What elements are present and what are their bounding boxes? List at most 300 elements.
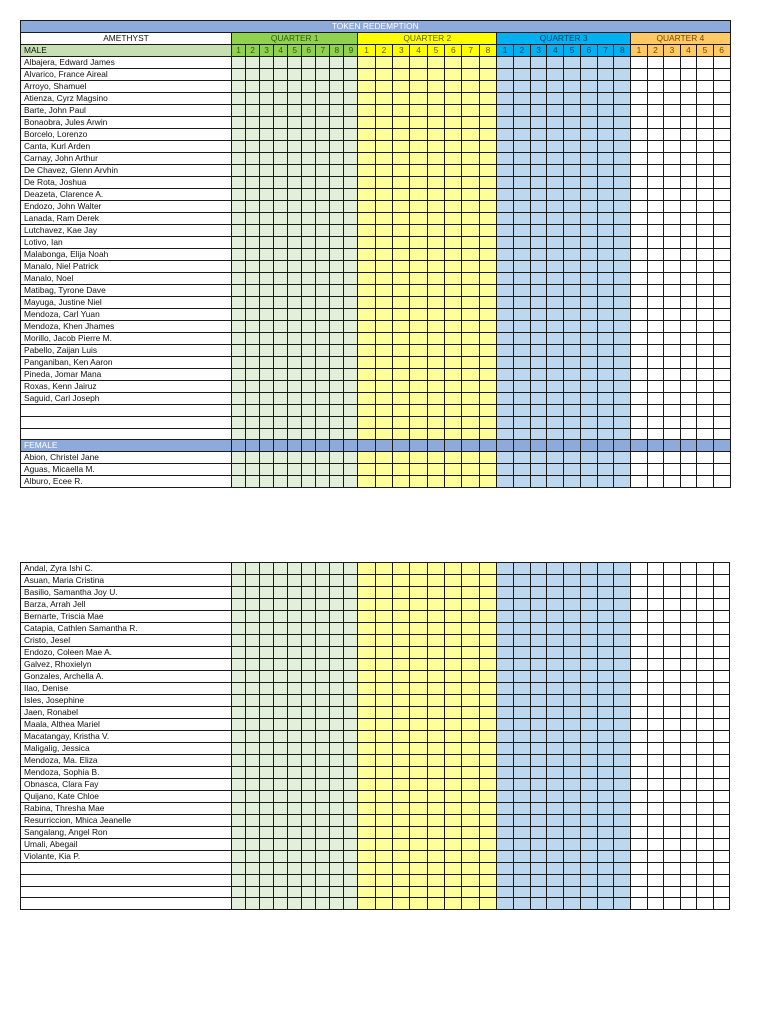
token-cell[interactable] bbox=[260, 369, 274, 381]
token-cell[interactable] bbox=[580, 81, 597, 93]
token-cell[interactable] bbox=[232, 309, 246, 321]
token-cell[interactable] bbox=[330, 273, 344, 285]
token-cell[interactable] bbox=[530, 695, 547, 707]
token-cell[interactable] bbox=[344, 563, 358, 575]
token-cell[interactable] bbox=[427, 237, 444, 249]
token-cell[interactable] bbox=[393, 452, 410, 464]
token-cell[interactable] bbox=[631, 369, 648, 381]
token-cell[interactable] bbox=[479, 201, 496, 213]
token-cell[interactable] bbox=[647, 575, 664, 587]
token-cell[interactable] bbox=[462, 719, 479, 731]
token-cell[interactable] bbox=[302, 647, 316, 659]
token-cell[interactable] bbox=[614, 393, 631, 405]
token-cell[interactable] bbox=[246, 863, 260, 875]
token-cell[interactable] bbox=[547, 743, 564, 755]
token-cell[interactable] bbox=[375, 599, 392, 611]
token-cell[interactable] bbox=[260, 839, 274, 851]
token-cell[interactable] bbox=[316, 623, 330, 635]
token-cell[interactable] bbox=[316, 779, 330, 791]
token-cell[interactable] bbox=[631, 599, 648, 611]
token-cell[interactable] bbox=[246, 177, 260, 189]
token-cell[interactable] bbox=[547, 189, 564, 201]
token-cell[interactable] bbox=[232, 69, 246, 81]
token-cell[interactable] bbox=[410, 464, 427, 476]
token-cell[interactable] bbox=[513, 213, 530, 225]
token-cell[interactable] bbox=[697, 671, 714, 683]
token-cell[interactable] bbox=[445, 213, 462, 225]
token-cell[interactable] bbox=[316, 357, 330, 369]
token-cell[interactable] bbox=[246, 249, 260, 261]
token-cell[interactable] bbox=[302, 165, 316, 177]
token-cell[interactable] bbox=[302, 117, 316, 129]
token-cell[interactable] bbox=[713, 129, 730, 141]
token-cell[interactable] bbox=[316, 261, 330, 273]
token-cell[interactable] bbox=[513, 333, 530, 345]
token-cell[interactable] bbox=[232, 129, 246, 141]
token-cell[interactable] bbox=[316, 81, 330, 93]
token-cell[interactable] bbox=[344, 767, 358, 779]
token-cell[interactable] bbox=[647, 707, 664, 719]
token-cell[interactable] bbox=[614, 297, 631, 309]
token-cell[interactable] bbox=[631, 707, 648, 719]
token-cell[interactable] bbox=[288, 141, 302, 153]
token-cell[interactable] bbox=[462, 683, 479, 695]
token-cell[interactable] bbox=[547, 671, 564, 683]
token-cell[interactable] bbox=[614, 309, 631, 321]
token-cell[interactable] bbox=[445, 647, 462, 659]
token-cell[interactable] bbox=[274, 839, 288, 851]
token-cell[interactable] bbox=[375, 683, 392, 695]
token-cell[interactable] bbox=[614, 587, 631, 599]
token-cell[interactable] bbox=[260, 671, 274, 683]
token-cell[interactable] bbox=[530, 731, 547, 743]
token-cell[interactable] bbox=[344, 273, 358, 285]
token-cell[interactable] bbox=[330, 153, 344, 165]
token-cell[interactable] bbox=[597, 563, 614, 575]
token-cell[interactable] bbox=[393, 659, 410, 671]
token-cell[interactable] bbox=[697, 237, 714, 249]
token-cell[interactable] bbox=[580, 117, 597, 129]
token-cell[interactable] bbox=[246, 898, 260, 910]
token-cell[interactable] bbox=[614, 464, 631, 476]
token-cell[interactable] bbox=[513, 755, 530, 767]
token-cell[interactable] bbox=[713, 839, 730, 851]
token-cell[interactable] bbox=[530, 623, 547, 635]
token-cell[interactable] bbox=[713, 575, 730, 587]
token-cell[interactable] bbox=[393, 345, 410, 357]
token-cell[interactable] bbox=[410, 635, 427, 647]
token-cell[interactable] bbox=[260, 189, 274, 201]
token-cell[interactable] bbox=[393, 587, 410, 599]
token-cell[interactable] bbox=[302, 452, 316, 464]
token-cell[interactable] bbox=[232, 635, 246, 647]
token-cell[interactable] bbox=[260, 659, 274, 671]
token-cell[interactable] bbox=[393, 201, 410, 213]
token-cell[interactable] bbox=[530, 851, 547, 863]
token-cell[interactable] bbox=[479, 779, 496, 791]
token-cell[interactable] bbox=[410, 117, 427, 129]
token-cell[interactable] bbox=[597, 189, 614, 201]
token-cell[interactable] bbox=[462, 791, 479, 803]
token-cell[interactable] bbox=[580, 129, 597, 141]
token-cell[interactable] bbox=[330, 105, 344, 117]
token-cell[interactable] bbox=[513, 261, 530, 273]
token-cell[interactable] bbox=[497, 428, 514, 440]
token-cell[interactable] bbox=[530, 683, 547, 695]
token-cell[interactable] bbox=[330, 791, 344, 803]
token-cell[interactable] bbox=[316, 886, 330, 898]
token-cell[interactable] bbox=[260, 731, 274, 743]
token-cell[interactable] bbox=[274, 416, 288, 428]
token-cell[interactable] bbox=[564, 153, 581, 165]
token-cell[interactable] bbox=[410, 369, 427, 381]
token-cell[interactable] bbox=[358, 93, 375, 105]
token-cell[interactable] bbox=[597, 731, 614, 743]
token-cell[interactable] bbox=[597, 827, 614, 839]
token-cell[interactable] bbox=[316, 309, 330, 321]
token-cell[interactable] bbox=[697, 345, 714, 357]
token-cell[interactable] bbox=[358, 249, 375, 261]
token-cell[interactable] bbox=[445, 201, 462, 213]
token-cell[interactable] bbox=[497, 452, 514, 464]
token-cell[interactable] bbox=[445, 623, 462, 635]
token-cell[interactable] bbox=[410, 791, 427, 803]
token-cell[interactable] bbox=[232, 647, 246, 659]
token-cell[interactable] bbox=[497, 767, 514, 779]
token-cell[interactable] bbox=[344, 177, 358, 189]
token-cell[interactable] bbox=[513, 671, 530, 683]
token-cell[interactable] bbox=[427, 874, 444, 886]
token-cell[interactable] bbox=[344, 623, 358, 635]
token-cell[interactable] bbox=[302, 839, 316, 851]
token-cell[interactable] bbox=[274, 381, 288, 393]
token-cell[interactable] bbox=[288, 177, 302, 189]
token-cell[interactable] bbox=[330, 803, 344, 815]
token-cell[interactable] bbox=[614, 476, 631, 488]
token-cell[interactable] bbox=[580, 635, 597, 647]
token-cell[interactable] bbox=[664, 129, 681, 141]
token-cell[interactable] bbox=[664, 285, 681, 297]
token-cell[interactable] bbox=[497, 381, 514, 393]
token-cell[interactable] bbox=[330, 177, 344, 189]
token-cell[interactable] bbox=[358, 563, 375, 575]
token-cell[interactable] bbox=[564, 839, 581, 851]
token-cell[interactable] bbox=[680, 57, 697, 69]
token-cell[interactable] bbox=[410, 357, 427, 369]
token-cell[interactable] bbox=[530, 105, 547, 117]
token-cell[interactable] bbox=[513, 599, 530, 611]
token-cell[interactable] bbox=[713, 381, 730, 393]
token-cell[interactable] bbox=[614, 345, 631, 357]
token-cell[interactable] bbox=[513, 476, 530, 488]
token-cell[interactable] bbox=[358, 464, 375, 476]
token-cell[interactable] bbox=[375, 767, 392, 779]
token-cell[interactable] bbox=[513, 779, 530, 791]
token-cell[interactable] bbox=[288, 428, 302, 440]
token-cell[interactable] bbox=[274, 575, 288, 587]
token-cell[interactable] bbox=[564, 285, 581, 297]
token-cell[interactable] bbox=[288, 707, 302, 719]
token-cell[interactable] bbox=[410, 428, 427, 440]
token-cell[interactable] bbox=[410, 647, 427, 659]
token-cell[interactable] bbox=[631, 297, 648, 309]
token-cell[interactable] bbox=[564, 237, 581, 249]
token-cell[interactable] bbox=[530, 755, 547, 767]
token-cell[interactable] bbox=[410, 393, 427, 405]
token-cell[interactable] bbox=[232, 563, 246, 575]
token-cell[interactable] bbox=[631, 731, 648, 743]
token-cell[interactable] bbox=[288, 803, 302, 815]
token-cell[interactable] bbox=[597, 213, 614, 225]
token-cell[interactable] bbox=[288, 647, 302, 659]
token-cell[interactable] bbox=[330, 874, 344, 886]
token-cell[interactable] bbox=[697, 803, 714, 815]
token-cell[interactable] bbox=[530, 719, 547, 731]
token-cell[interactable] bbox=[564, 827, 581, 839]
token-cell[interactable] bbox=[316, 791, 330, 803]
token-cell[interactable] bbox=[330, 405, 344, 417]
token-cell[interactable] bbox=[547, 309, 564, 321]
token-cell[interactable] bbox=[302, 635, 316, 647]
token-cell[interactable] bbox=[597, 647, 614, 659]
token-cell[interactable] bbox=[697, 731, 714, 743]
token-cell[interactable] bbox=[680, 153, 697, 165]
token-cell[interactable] bbox=[344, 476, 358, 488]
token-cell[interactable] bbox=[358, 587, 375, 599]
token-cell[interactable] bbox=[513, 189, 530, 201]
token-cell[interactable] bbox=[631, 129, 648, 141]
token-cell[interactable] bbox=[597, 599, 614, 611]
token-cell[interactable] bbox=[547, 201, 564, 213]
token-cell[interactable] bbox=[497, 416, 514, 428]
token-cell[interactable] bbox=[393, 886, 410, 898]
token-cell[interactable] bbox=[513, 237, 530, 249]
token-cell[interactable] bbox=[302, 333, 316, 345]
token-cell[interactable] bbox=[680, 93, 697, 105]
token-cell[interactable] bbox=[410, 81, 427, 93]
token-cell[interactable] bbox=[375, 575, 392, 587]
token-cell[interactable] bbox=[697, 874, 714, 886]
token-cell[interactable] bbox=[393, 381, 410, 393]
token-cell[interactable] bbox=[445, 405, 462, 417]
token-cell[interactable] bbox=[713, 719, 730, 731]
token-cell[interactable] bbox=[564, 755, 581, 767]
token-cell[interactable] bbox=[358, 189, 375, 201]
token-cell[interactable] bbox=[344, 345, 358, 357]
token-cell[interactable] bbox=[246, 357, 260, 369]
token-cell[interactable] bbox=[697, 827, 714, 839]
token-cell[interactable] bbox=[680, 611, 697, 623]
token-cell[interactable] bbox=[375, 261, 392, 273]
token-cell[interactable] bbox=[427, 405, 444, 417]
token-cell[interactable] bbox=[302, 129, 316, 141]
token-cell[interactable] bbox=[564, 452, 581, 464]
token-cell[interactable] bbox=[344, 719, 358, 731]
token-cell[interactable] bbox=[580, 273, 597, 285]
token-cell[interactable] bbox=[580, 476, 597, 488]
token-cell[interactable] bbox=[664, 57, 681, 69]
token-cell[interactable] bbox=[530, 611, 547, 623]
token-cell[interactable] bbox=[713, 357, 730, 369]
token-cell[interactable] bbox=[697, 57, 714, 69]
token-cell[interactable] bbox=[680, 886, 697, 898]
token-cell[interactable] bbox=[614, 839, 631, 851]
token-cell[interactable] bbox=[614, 249, 631, 261]
token-cell[interactable] bbox=[288, 225, 302, 237]
token-cell[interactable] bbox=[697, 683, 714, 695]
token-cell[interactable] bbox=[530, 767, 547, 779]
token-cell[interactable] bbox=[232, 201, 246, 213]
token-cell[interactable] bbox=[664, 791, 681, 803]
token-cell[interactable] bbox=[564, 599, 581, 611]
token-cell[interactable] bbox=[462, 779, 479, 791]
token-cell[interactable] bbox=[497, 683, 514, 695]
token-cell[interactable] bbox=[358, 81, 375, 93]
token-cell[interactable] bbox=[497, 898, 514, 910]
token-cell[interactable] bbox=[497, 285, 514, 297]
token-cell[interactable] bbox=[260, 464, 274, 476]
token-cell[interactable] bbox=[547, 707, 564, 719]
token-cell[interactable] bbox=[393, 165, 410, 177]
token-cell[interactable] bbox=[288, 575, 302, 587]
token-cell[interactable] bbox=[564, 345, 581, 357]
token-cell[interactable] bbox=[580, 874, 597, 886]
token-cell[interactable] bbox=[393, 261, 410, 273]
token-cell[interactable] bbox=[232, 743, 246, 755]
token-cell[interactable] bbox=[427, 213, 444, 225]
token-cell[interactable] bbox=[232, 273, 246, 285]
token-cell[interactable] bbox=[513, 309, 530, 321]
token-cell[interactable] bbox=[316, 851, 330, 863]
token-cell[interactable] bbox=[344, 428, 358, 440]
token-cell[interactable] bbox=[547, 647, 564, 659]
token-cell[interactable] bbox=[344, 333, 358, 345]
token-cell[interactable] bbox=[462, 153, 479, 165]
token-cell[interactable] bbox=[580, 177, 597, 189]
token-cell[interactable] bbox=[597, 851, 614, 863]
token-cell[interactable] bbox=[597, 707, 614, 719]
token-cell[interactable] bbox=[564, 357, 581, 369]
token-cell[interactable] bbox=[580, 452, 597, 464]
token-cell[interactable] bbox=[631, 779, 648, 791]
token-cell[interactable] bbox=[246, 213, 260, 225]
token-cell[interactable] bbox=[462, 464, 479, 476]
token-cell[interactable] bbox=[445, 285, 462, 297]
token-cell[interactable] bbox=[375, 731, 392, 743]
token-cell[interactable] bbox=[375, 249, 392, 261]
token-cell[interactable] bbox=[680, 381, 697, 393]
token-cell[interactable] bbox=[462, 707, 479, 719]
token-cell[interactable] bbox=[302, 803, 316, 815]
token-cell[interactable] bbox=[479, 476, 496, 488]
token-cell[interactable] bbox=[246, 839, 260, 851]
token-cell[interactable] bbox=[427, 129, 444, 141]
token-cell[interactable] bbox=[410, 333, 427, 345]
token-cell[interactable] bbox=[631, 671, 648, 683]
token-cell[interactable] bbox=[358, 851, 375, 863]
token-cell[interactable] bbox=[479, 165, 496, 177]
token-cell[interactable] bbox=[410, 165, 427, 177]
token-cell[interactable] bbox=[410, 69, 427, 81]
token-cell[interactable] bbox=[427, 141, 444, 153]
token-cell[interactable] bbox=[288, 261, 302, 273]
token-cell[interactable] bbox=[288, 563, 302, 575]
token-cell[interactable] bbox=[375, 225, 392, 237]
token-cell[interactable] bbox=[316, 827, 330, 839]
token-cell[interactable] bbox=[597, 321, 614, 333]
token-cell[interactable] bbox=[302, 213, 316, 225]
token-cell[interactable] bbox=[462, 189, 479, 201]
token-cell[interactable] bbox=[246, 428, 260, 440]
token-cell[interactable] bbox=[302, 587, 316, 599]
token-cell[interactable] bbox=[479, 671, 496, 683]
token-cell[interactable] bbox=[445, 755, 462, 767]
token-cell[interactable] bbox=[513, 815, 530, 827]
token-cell[interactable] bbox=[614, 611, 631, 623]
token-cell[interactable] bbox=[697, 743, 714, 755]
token-cell[interactable] bbox=[479, 405, 496, 417]
token-cell[interactable] bbox=[330, 683, 344, 695]
token-cell[interactable] bbox=[462, 440, 479, 452]
token-cell[interactable] bbox=[530, 779, 547, 791]
token-cell[interactable] bbox=[664, 827, 681, 839]
token-cell[interactable] bbox=[445, 635, 462, 647]
token-cell[interactable] bbox=[410, 225, 427, 237]
token-cell[interactable] bbox=[564, 249, 581, 261]
token-cell[interactable] bbox=[713, 440, 730, 452]
token-cell[interactable] bbox=[713, 635, 730, 647]
token-cell[interactable] bbox=[330, 261, 344, 273]
token-cell[interactable] bbox=[647, 874, 664, 886]
token-cell[interactable] bbox=[344, 671, 358, 683]
token-cell[interactable] bbox=[564, 803, 581, 815]
token-cell[interactable] bbox=[547, 237, 564, 249]
token-cell[interactable] bbox=[445, 273, 462, 285]
token-cell[interactable] bbox=[330, 428, 344, 440]
token-cell[interactable] bbox=[680, 635, 697, 647]
token-cell[interactable] bbox=[393, 333, 410, 345]
token-cell[interactable] bbox=[547, 779, 564, 791]
token-cell[interactable] bbox=[564, 767, 581, 779]
token-cell[interactable] bbox=[647, 898, 664, 910]
token-cell[interactable] bbox=[344, 117, 358, 129]
token-cell[interactable] bbox=[713, 815, 730, 827]
token-cell[interactable] bbox=[274, 237, 288, 249]
token-cell[interactable] bbox=[647, 428, 664, 440]
token-cell[interactable] bbox=[462, 393, 479, 405]
token-cell[interactable] bbox=[580, 57, 597, 69]
token-cell[interactable] bbox=[580, 815, 597, 827]
token-cell[interactable] bbox=[664, 357, 681, 369]
token-cell[interactable] bbox=[427, 261, 444, 273]
token-cell[interactable] bbox=[232, 117, 246, 129]
token-cell[interactable] bbox=[246, 225, 260, 237]
token-cell[interactable] bbox=[497, 93, 514, 105]
token-cell[interactable] bbox=[597, 225, 614, 237]
token-cell[interactable] bbox=[580, 671, 597, 683]
token-cell[interactable] bbox=[614, 165, 631, 177]
token-cell[interactable] bbox=[410, 237, 427, 249]
token-cell[interactable] bbox=[664, 452, 681, 464]
token-cell[interactable] bbox=[288, 659, 302, 671]
token-cell[interactable] bbox=[547, 898, 564, 910]
token-cell[interactable] bbox=[274, 405, 288, 417]
token-cell[interactable] bbox=[410, 886, 427, 898]
token-cell[interactable] bbox=[302, 225, 316, 237]
token-cell[interactable] bbox=[680, 827, 697, 839]
token-cell[interactable] bbox=[445, 321, 462, 333]
token-cell[interactable] bbox=[631, 886, 648, 898]
